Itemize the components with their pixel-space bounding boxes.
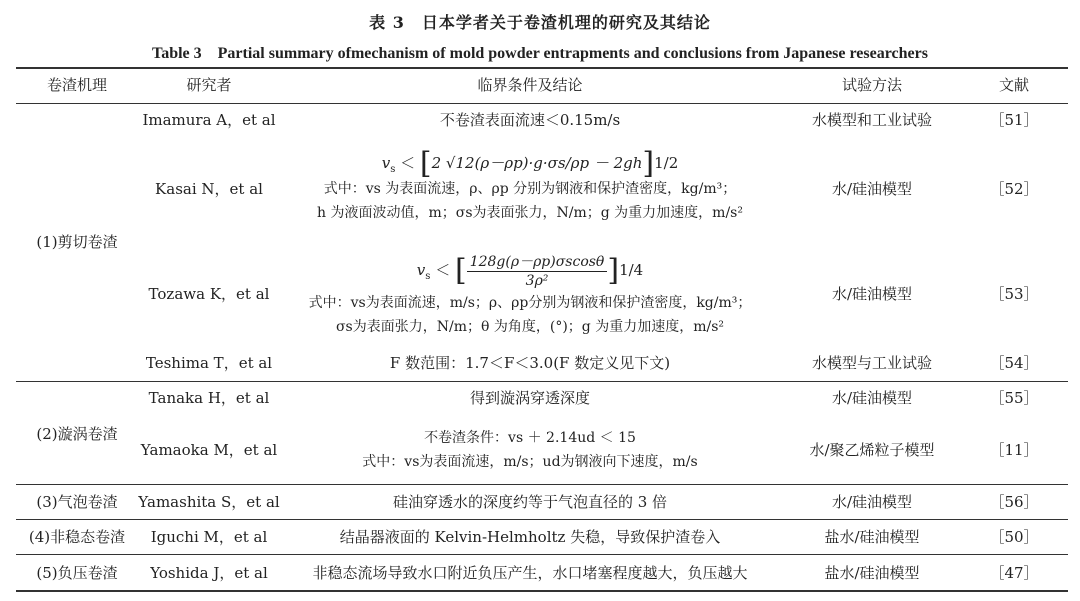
table-row-conclusion: F 数范围：1.7＜F＜3.0(F 数定义见下文) bbox=[389, 354, 671, 372]
formula-exponent: 1/2 bbox=[654, 154, 679, 172]
kasai-note-2: h 为液面波动值，m；σs为表面张力，N/m；g 为重力加速度，m/s² bbox=[317, 205, 743, 221]
header-mechanism: 卷渣机理 bbox=[46, 76, 107, 94]
fraction bbox=[467, 253, 608, 290]
table-row-conclusion: 非稳态流场导致水口附近负压产生，水口堵塞程度越大，负压越大 bbox=[312, 564, 748, 582]
group-rule-4 bbox=[16, 554, 1068, 555]
mechanism-vortex: (2)漩涡卷渣 bbox=[36, 425, 118, 443]
bracket-right: ] bbox=[607, 253, 620, 288]
tozawa-note-1: 式中：vs为表面流速，m/s；ρ、ρp分别为钢液和保护渣密度，kg/m³； bbox=[308, 295, 752, 311]
header-conclusion: 临界条件及结论 bbox=[477, 76, 583, 94]
table-row-researcher: Kasai N，et al bbox=[155, 180, 263, 198]
table-row-method: 盐水/硅油模型 bbox=[824, 564, 920, 582]
table-row-conclusion: 得到漩涡穿透深度 bbox=[469, 389, 590, 407]
fraction-numerator: 128g(ρ－ρp)σscosθ bbox=[467, 253, 608, 272]
bracket-left: [ bbox=[454, 253, 467, 288]
formula-body: 2 √12(ρ－ρp)·g·σs/ρp － 2gh bbox=[431, 154, 643, 172]
mechanism-negative-pressure: (5)负压卷渣 bbox=[36, 564, 118, 582]
mechanism-bubble: (3)气泡卷渣 bbox=[36, 493, 118, 511]
kasai-note-1: 式中：vs 为表面流速，ρ、ρp 分别为钢液和保护渣密度，kg/m³； bbox=[323, 181, 737, 197]
table-row-method: 水/硅油模型 bbox=[831, 180, 913, 198]
yamaoka-note-2: 式中：vs为表面流速，m/s；ud为钢液向下速度，m/s bbox=[362, 454, 698, 470]
table-title-cn: 表 3 日本学者关于卷渣机理的研究及其结论 bbox=[369, 13, 711, 32]
formula-lt: ＜ bbox=[400, 154, 416, 172]
table-row-researcher: Yamaoka M，et al bbox=[140, 441, 278, 459]
header-reference: 文献 bbox=[998, 76, 1029, 94]
formula-sub: s bbox=[390, 164, 396, 175]
table-row-reference: ［51］ bbox=[989, 111, 1039, 129]
table-row-reference: ［53］ bbox=[989, 285, 1039, 303]
yamaoka-note-1: 不卷渣条件：vs ＋ 2.14ud ＜ 15 bbox=[424, 430, 636, 446]
table-row-researcher: Tozawa K，et al bbox=[148, 285, 270, 303]
formula-lhs: v bbox=[381, 154, 391, 172]
table-row-conclusion: 结晶器液面的 Kelvin-Helmholtz 失稳，导致保护渣卷入 bbox=[339, 528, 721, 546]
mechanism-shear: (1)剪切卷渣 bbox=[36, 233, 118, 251]
table-row-researcher: Iguchi M，et al bbox=[150, 528, 268, 546]
table-row-researcher: Yamashita S，et al bbox=[138, 493, 280, 511]
table-row-reference: ［11］ bbox=[989, 441, 1039, 459]
table-row-method: 水/聚乙烯粒子模型 bbox=[809, 441, 935, 459]
fraction-denominator: 3ρ² bbox=[525, 272, 549, 289]
table-row-reference: ［50］ bbox=[989, 528, 1039, 546]
group-rule-2 bbox=[16, 484, 1068, 485]
header-method: 试验方法 bbox=[841, 76, 902, 94]
table-row-researcher: Yoshida J，et al bbox=[150, 564, 268, 582]
table-row-method: 盐水/硅油模型 bbox=[824, 528, 920, 546]
table-row-reference: ［55］ bbox=[989, 389, 1039, 407]
bracket-left: [ bbox=[419, 146, 432, 181]
kasai-formula bbox=[280, 146, 780, 181]
tozawa-formula bbox=[280, 250, 780, 290]
formula-exponent: 1/4 bbox=[619, 261, 644, 279]
table-row-method: 水模型与工业试验 bbox=[811, 354, 932, 372]
table-row-method: 水/硅油模型 bbox=[831, 493, 913, 511]
bottom-rule bbox=[16, 590, 1068, 592]
table-row-method: 水/硅油模型 bbox=[831, 389, 913, 407]
header-rule bbox=[16, 103, 1068, 104]
group-rule-3 bbox=[16, 519, 1068, 520]
formula-lhs-v: $v_s$ bbox=[416, 261, 431, 282]
tozawa-note-2: σs为表面张力，N/m；θ 为角度，(°)；g 为重力加速度，m/s² bbox=[336, 319, 724, 335]
bracket-right: ] bbox=[642, 146, 655, 181]
table-row-method: 水模型和工业试验 bbox=[811, 111, 932, 129]
table-row-researcher: Teshima T，et al bbox=[145, 354, 273, 372]
table-row-researcher: Tanaka H，et al bbox=[148, 389, 270, 407]
header-researcher: 研究者 bbox=[186, 76, 232, 94]
table-row-conclusion: 不卷渣表面流速＜0.15m/s bbox=[439, 111, 621, 129]
top-rule bbox=[16, 67, 1068, 69]
table-row-reference: ［54］ bbox=[989, 354, 1039, 372]
mechanism-unsteady: (4)非稳态卷渣 bbox=[28, 528, 126, 546]
table-row-method: 水/硅油模型 bbox=[831, 285, 913, 303]
group-rule-1 bbox=[16, 381, 1068, 382]
table-row-reference: ［47］ bbox=[989, 564, 1039, 582]
table-row-conclusion: 硅油穿透水的深度约等于气泡直径的 3 倍 bbox=[392, 493, 668, 511]
formula-lt-sign: ＜ bbox=[435, 261, 451, 279]
table-row-reference: ［56］ bbox=[989, 493, 1039, 511]
table-row-reference: ［52］ bbox=[989, 180, 1039, 198]
table-title-en: Table 3 Partial summary ofmechanism of mold powder entrapments and conclusions from Japanese researchers bbox=[152, 45, 928, 62]
table-row-researcher: Imamura A，et al bbox=[142, 111, 276, 129]
